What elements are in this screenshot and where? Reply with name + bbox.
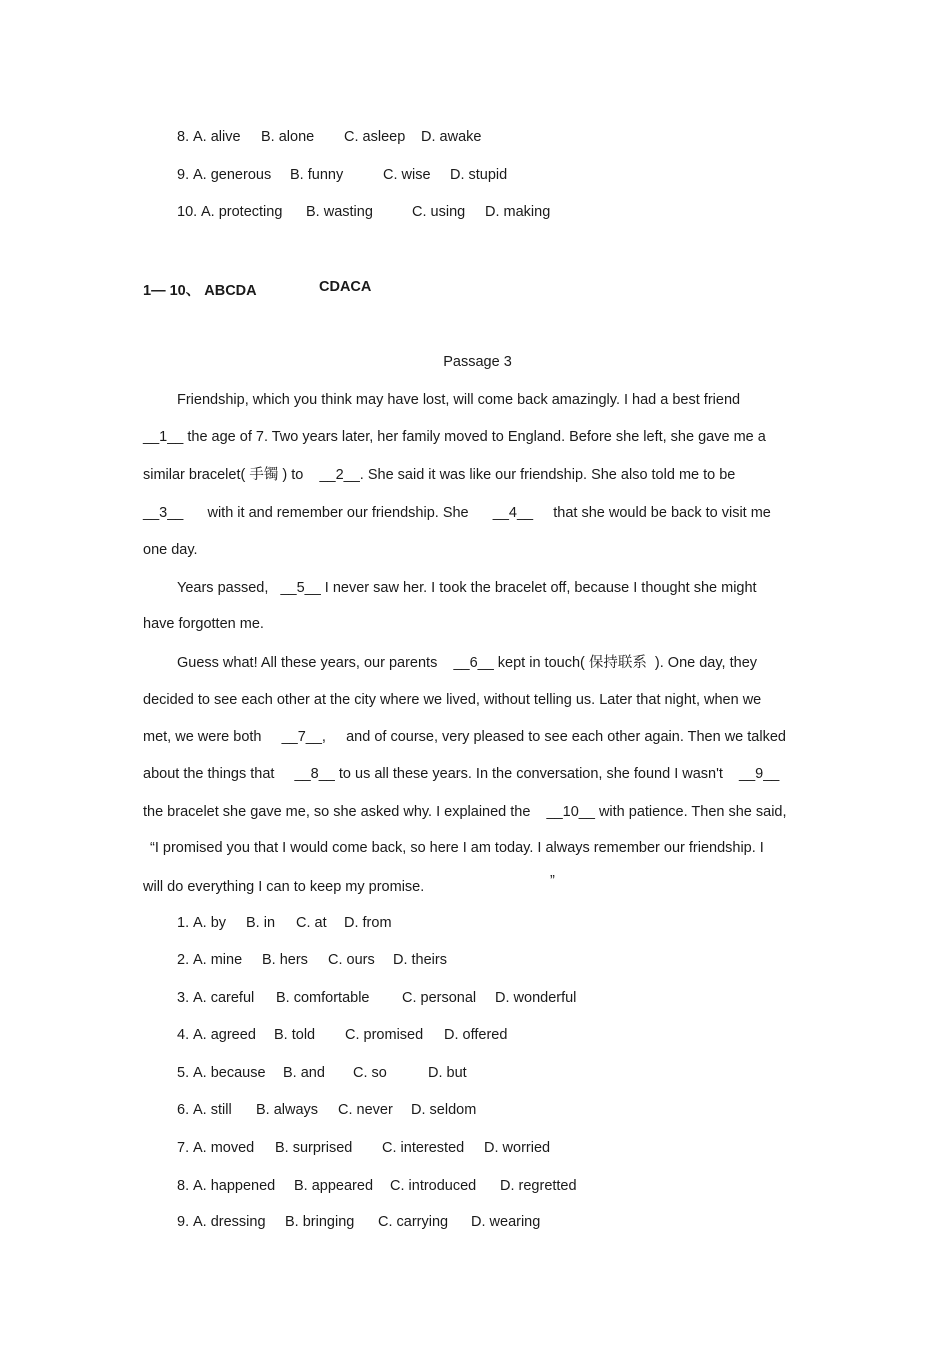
option-d: D. stupid (450, 167, 508, 183)
option-b: B. appeared (294, 1178, 374, 1194)
question-number: 8. (177, 1178, 190, 1194)
option-c: C. using (412, 204, 466, 220)
passage-line: __1__ the age of 7. Two years later, her family moved to England. Before she left, she gave me a (143, 429, 766, 445)
question-number: 1. (177, 915, 190, 931)
question-number: 2. (177, 952, 190, 968)
passage-line: Guess what! All these years, our parents __6__ kept in touch( 保持联系 ). One day, they (177, 655, 758, 671)
option-b: B. hers (262, 952, 308, 968)
question-number: 6. (177, 1102, 190, 1118)
option-c: C. so (353, 1065, 387, 1081)
option-b: B. told (274, 1027, 316, 1043)
option-a: A. agreed (193, 1027, 256, 1043)
option-c: C. never (338, 1102, 393, 1118)
passage-line: about the things that __8__ to us all these years. In the conversation, she found I wasn't __9__ (143, 766, 780, 782)
option-b: B. alone (261, 129, 315, 145)
option-d: D. regretted (500, 1178, 577, 1194)
option-b: B. comfortable (276, 990, 370, 1006)
passage-title: Passage 3 (443, 354, 512, 370)
option-a: A. alive (193, 129, 241, 145)
option-b: B. surprised (275, 1140, 353, 1156)
passage-line: will do everything I can to keep my promise. (143, 879, 425, 895)
passage-line: Friendship, which you think may have lost, will come back amazingly. I had a best friend (177, 392, 741, 408)
option-a: A. dressing (193, 1214, 266, 1230)
option-d: D. from (344, 915, 392, 931)
answer-key-second: CDACA (319, 279, 372, 295)
option-c: C. promised (345, 1027, 424, 1043)
passage-line: met, we were both __7__, and of course, very pleased to see each other again. Then we talked (143, 729, 786, 745)
option-d: D. wearing (471, 1214, 541, 1230)
option-d: D. seldom (411, 1102, 477, 1118)
option-b: B. wasting (306, 204, 373, 220)
question-number: 3. (177, 990, 190, 1006)
option-c: C. personal (402, 990, 477, 1006)
option-a: A. generous (193, 167, 272, 183)
option-a: A. moved (193, 1140, 255, 1156)
passage-line: Years passed, __5__ I never saw her. I took the bracelet off, because I thought she might (177, 580, 757, 596)
option-d: D. offered (444, 1027, 508, 1043)
option-a: A. still (193, 1102, 232, 1118)
question-number: 5. (177, 1065, 190, 1081)
closing-quote: ” (550, 873, 555, 889)
option-b: B. and (283, 1065, 325, 1081)
option-c: C. asleep (344, 129, 406, 145)
question-number: 9. (177, 167, 190, 183)
option-c: C. wise (383, 167, 431, 183)
passage-line: the bracelet she gave me, so she asked why. I explained the __10__ with patience. Then she said, (143, 804, 787, 820)
option-b: B. in (246, 915, 276, 931)
option-b: B. always (256, 1102, 319, 1118)
answer-key-first: 1— 10、 ABCDA (143, 283, 257, 299)
option-d: D. theirs (393, 952, 447, 968)
question-number: 7. (177, 1140, 190, 1156)
option-d: D. wonderful (495, 990, 577, 1006)
passage-line: one day. (143, 542, 198, 558)
option-d: D. worried (484, 1140, 551, 1156)
option-d: D. making (485, 204, 551, 220)
question-number: 8. (177, 129, 190, 145)
passage-line: __3__ with it and remember our friendship. She __4__ that she would be back to visit me (143, 505, 771, 521)
option-c: C. ours (328, 952, 375, 968)
option-a: A. by (193, 915, 227, 931)
option-c: C. carrying (378, 1214, 449, 1230)
option-c: C. interested (382, 1140, 465, 1156)
option-d: D. but (428, 1065, 467, 1081)
option-a: A. because (193, 1065, 266, 1081)
option-a: A. protecting (201, 204, 283, 220)
option-c: C. at (296, 915, 327, 931)
option-b: B. bringing (285, 1214, 355, 1230)
option-c: C. introduced (390, 1178, 477, 1194)
option-d: D. awake (421, 129, 482, 145)
option-a: A. careful (193, 990, 255, 1006)
question-number: 9. (177, 1214, 190, 1230)
passage-line: “I promised you that I would come back, so here I am today. I always remember our friendship. I (150, 840, 764, 856)
option-a: A. mine (193, 952, 243, 968)
question-number: 4. (177, 1027, 190, 1043)
question-number: 10. (177, 204, 198, 220)
option-b: B. funny (290, 167, 344, 183)
option-a: A. happened (193, 1178, 276, 1194)
passage-line: similar bracelet( 手镯 ) to __2__. She said it was like our friendship. She also told me to be (143, 467, 736, 483)
passage-line: decided to see each other at the city where we lived, without telling us. Later that night, when we (143, 692, 762, 708)
passage-line: have forgotten me. (143, 616, 264, 632)
